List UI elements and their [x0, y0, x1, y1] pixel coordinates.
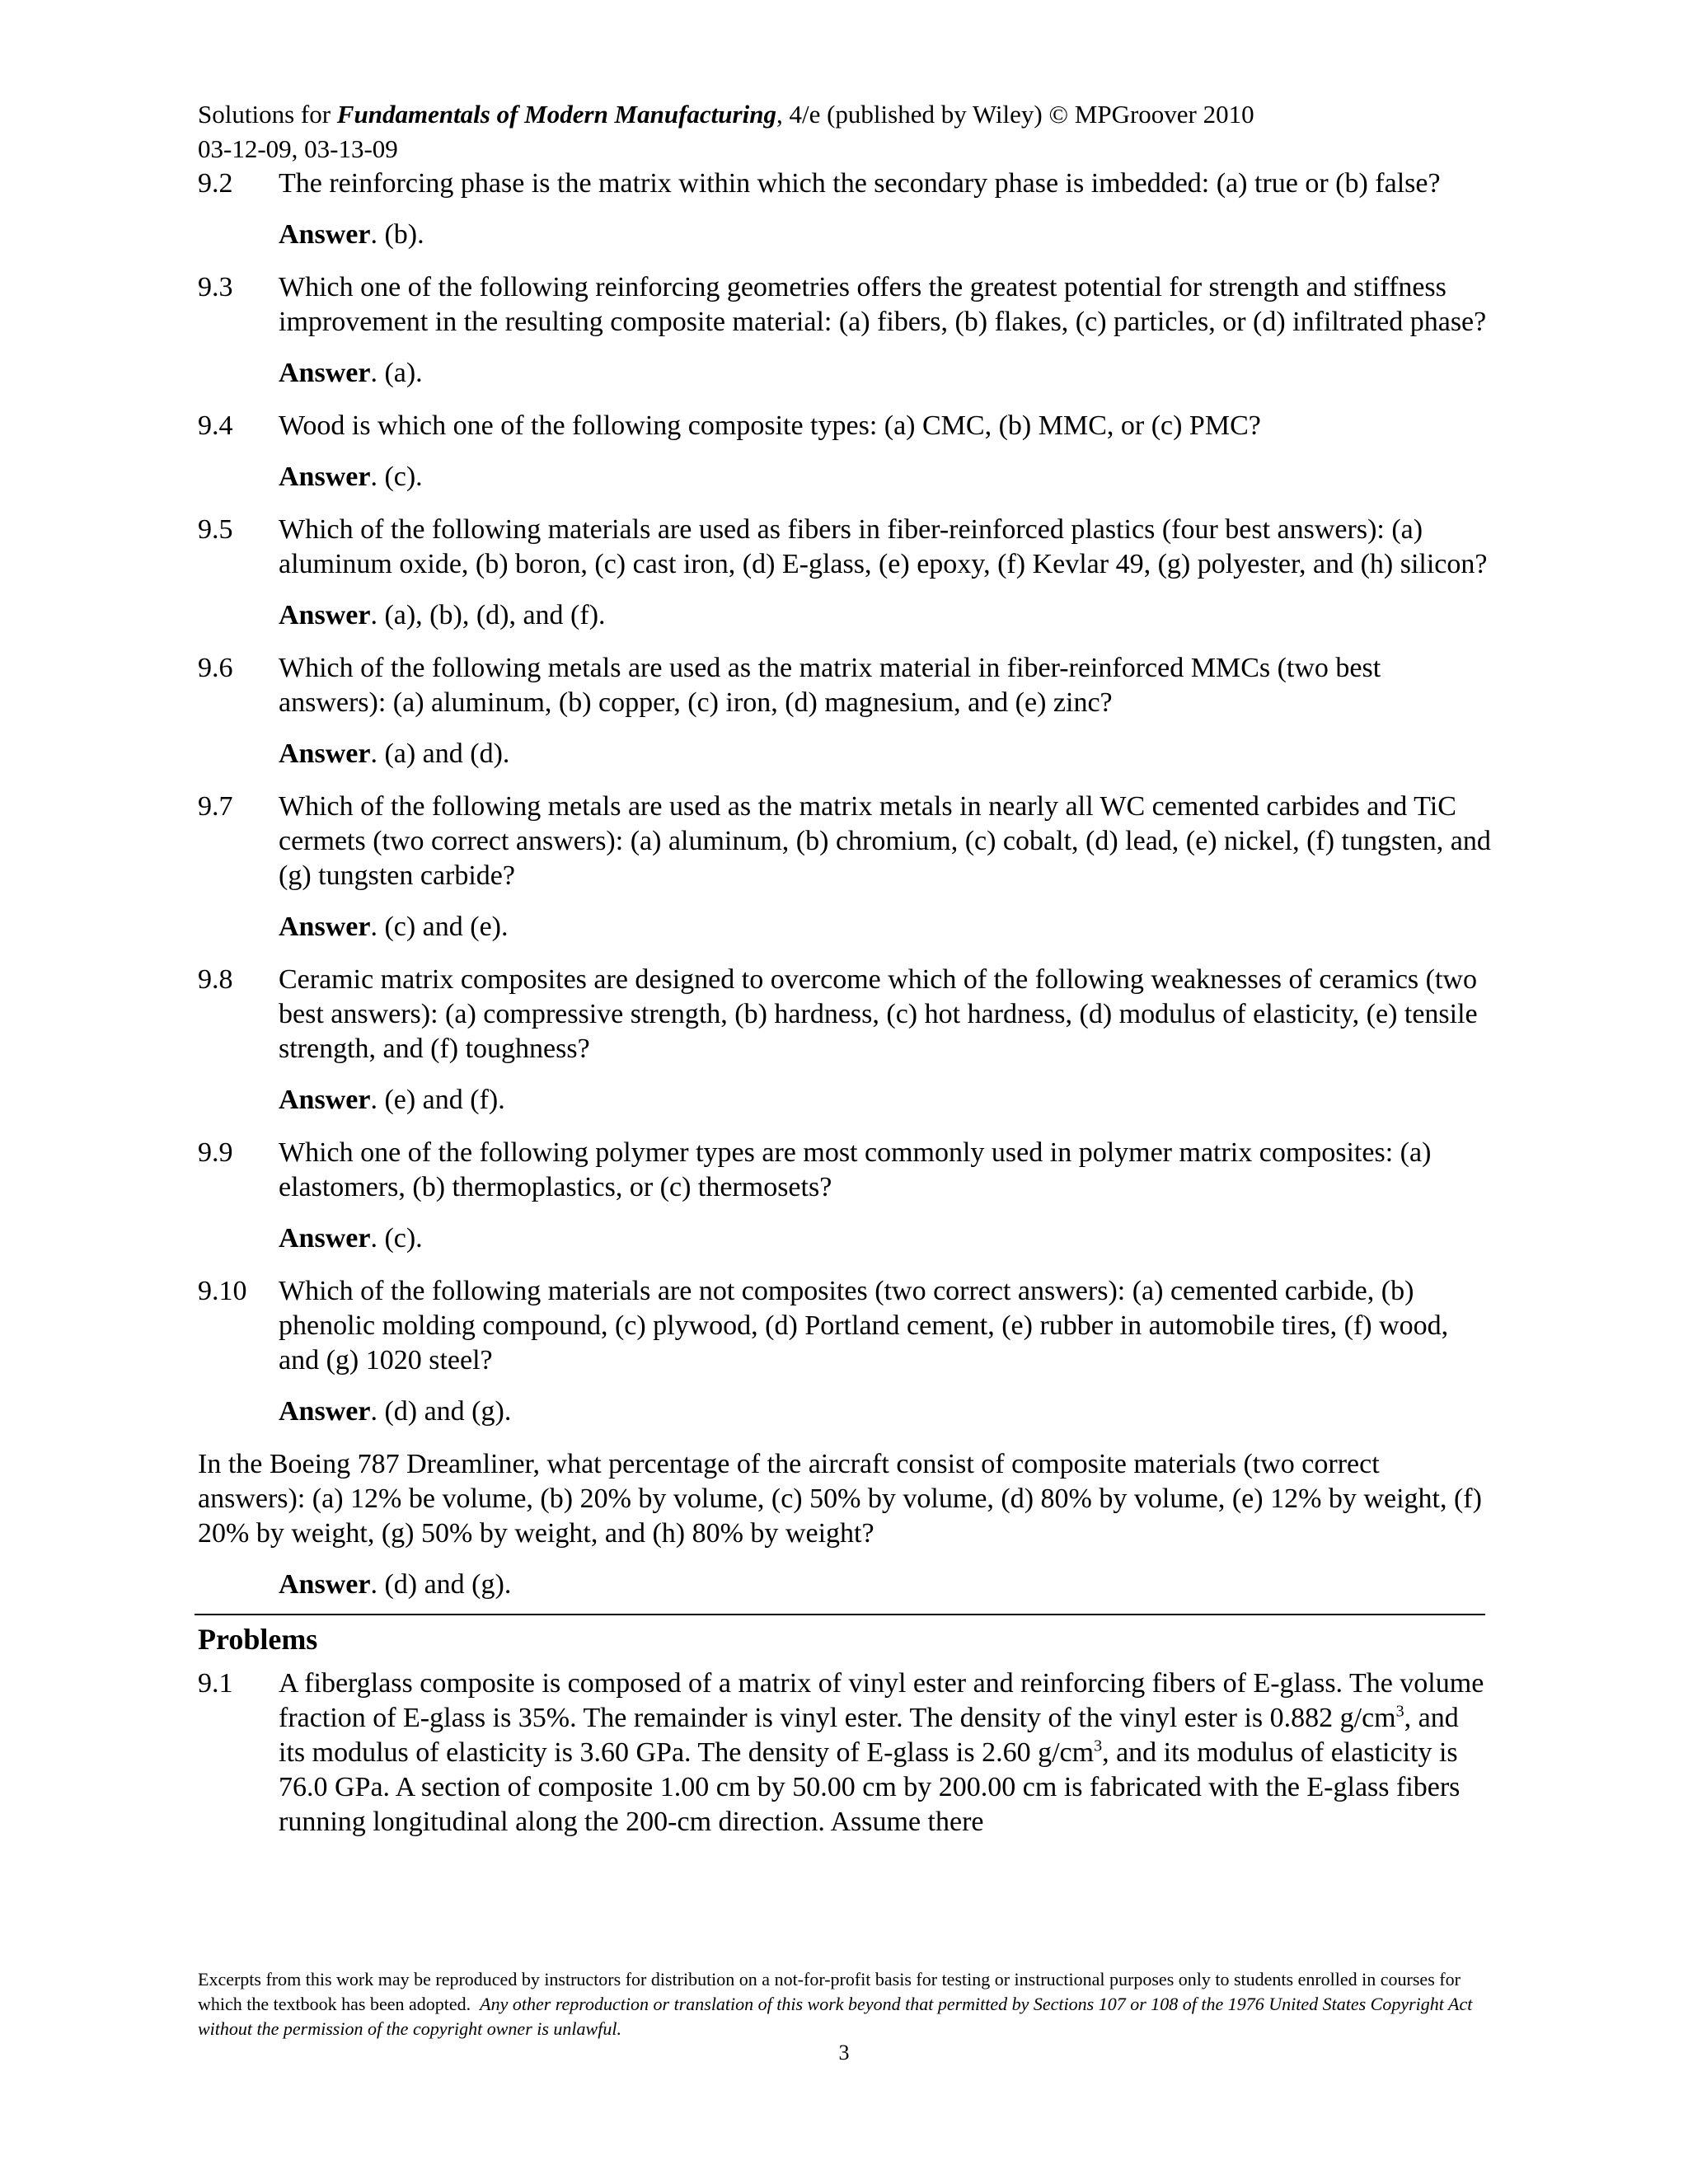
answer-label: Answer	[279, 1569, 371, 1600]
answer-value: . (b).	[370, 219, 424, 250]
answer-value: . (d) and (g).	[370, 1569, 512, 1600]
answer-label: Answer	[279, 358, 371, 388]
answer-value: . (e) and (f).	[370, 1085, 505, 1115]
question-9-5	[198, 513, 1492, 582]
problem-text	[279, 1666, 1492, 1840]
answer-label: Answer	[279, 219, 371, 250]
problem-text-part-3: , and its modulus of elasticity is 76.0 GPa. A section of composite 1.00 cm by 50.00 cm by 200.00 cm is fabricated with the E-glass fibers running longitudinal along the 200-cm direction. Assume there	[279, 1737, 1461, 1837]
header-line-1	[198, 97, 1492, 132]
problem-text-part-2: , and its modulus of elasticity is 3.60 GPa. The density of E-glass is 2.60 g/cm	[279, 1703, 1459, 1768]
answer-value: . (a), (b), (d), and (f).	[370, 600, 606, 630]
document-page	[198, 97, 1492, 1840]
header-prefix: Solutions for	[198, 100, 337, 129]
answer-label: Answer	[279, 738, 371, 769]
question-9-9	[198, 1136, 1492, 1205]
question-number: 9.10	[198, 1276, 247, 1306]
superscript: 3	[1395, 1702, 1404, 1721]
answer-9-3	[198, 356, 1492, 391]
header-line-2: 03-12-09, 03-13-09	[198, 134, 398, 163]
answer-label: Answer	[279, 912, 371, 942]
question-number: 9.8	[198, 964, 233, 995]
answer-boeing-787	[198, 1568, 1492, 1602]
question-text: Ceramic matrix composites are designed to overcome which of the following weaknesses of ceramics (two best answers): (a) compressive strength, (b) hardness, (c) hot hardness, (d) modulus of elasticity, (e) tensile strength, and (f) toughness?	[279, 964, 1478, 1064]
answer-label: Answer	[279, 1085, 371, 1115]
answer-9-7	[198, 910, 1492, 944]
question-number: 9.4	[198, 410, 233, 441]
header-suffix: , 4/e (published by Wiley) © MPGroover 2010	[776, 100, 1254, 129]
question-number: 9.7	[198, 791, 233, 822]
question-text: Which of the following metals are used as the matrix material in fiber-reinforced MMCs (two best answers): (a) aluminum, (b) copper, (c) iron, (d) magnesium, and (e) zinc?	[279, 653, 1381, 718]
question-number: 9.5	[198, 514, 233, 545]
answer-label: Answer	[279, 462, 371, 492]
question-text: Which one of the following reinforcing geometries offers the greatest potential for strength and stiffness improvement in the resulting composite material: (a) fibers, (b) flakes, (c) particles, or (d) infiltrated phase?	[279, 272, 1487, 337]
question-text: Which one of the following polymer types are most commonly used in polymer matrix composites: (a) elastomers, (b) thermoplastics, or (c) thermosets?	[279, 1137, 1432, 1202]
footer-italic-text: Any other reproduction or translation of this work beyond that permitted by Sections 107 or 108 of the 1976 United States Copyright Act without the permission of the copyright owner is unlawful.	[198, 1994, 1473, 2039]
question-text: Which of the following metals are used as the matrix metals in nearly all WC cemented carbides and TiC cermets (two correct answers): (a) aluminum, (b) chromium, (c) cobalt, (d) lead, (e) nickel, (f) tungsten, and (g) tungsten carbide?	[279, 791, 1491, 891]
answer-value: . (a) and (d).	[370, 738, 510, 769]
question-text: Which of the following materials are used as fibers in fiber-reinforced plastics (four best answers): (a) aluminum oxide, (b) boron, (c) cast iron, (d) E-glass, (e) epoxy, (f) Kevlar 49, (g) polyester, and (h) silicon?	[279, 514, 1488, 579]
question-boeing-787: In the Boeing 787 Dreamliner, what percentage of the aircraft consist of composite materials (two correct answers): (a) 12% be volume, (b) 20% by volume, (c) 50% by volume, (d) 80% by volume, (e) 12% by weight, (f) 20% by weight, (g) 50% by weight, and (h) 80% by weight?	[198, 1449, 1482, 1549]
answer-9-5	[198, 598, 1492, 633]
question-9-6	[198, 651, 1492, 720]
question-text: Wood is which one of the following composite types: (a) CMC, (b) MMC, or (c) PMC?	[279, 410, 1261, 441]
answer-9-4	[198, 460, 1492, 494]
answer-9-8	[198, 1083, 1492, 1118]
answer-9-2	[198, 218, 1492, 252]
answer-label: Answer	[279, 1396, 371, 1427]
answer-value: . (c).	[370, 1223, 423, 1254]
question-number: 9.3	[198, 272, 233, 302]
question-9-7	[198, 790, 1492, 893]
answer-label: Answer	[279, 600, 371, 630]
question-number: 9.9	[198, 1137, 233, 1168]
page-number: 3	[838, 2041, 850, 2064]
question-number: 9.6	[198, 653, 233, 683]
question-9-8	[198, 963, 1492, 1066]
answer-value: . (d) and (g).	[370, 1396, 512, 1427]
problem-9-1	[198, 1666, 1492, 1840]
question-9-4	[198, 409, 1492, 443]
answer-9-9	[198, 1221, 1492, 1256]
section-title-problems: Problems	[198, 1623, 318, 1656]
question-number: 9.2	[198, 168, 233, 199]
problem-number: 9.1	[198, 1668, 233, 1699]
copyright-footer	[198, 1967, 1492, 2041]
answer-value: . (c) and (e).	[370, 912, 509, 942]
section-divider	[195, 1614, 1485, 1615]
answer-value: . (a).	[370, 358, 423, 388]
book-title: Fundamentals of Modern Manufacturing	[336, 100, 776, 129]
question-9-10	[198, 1274, 1492, 1378]
question-text: Which of the following materials are not composites (two correct answers): (a) cemented carbide, (b) phenolic molding compound, (c) plywood, (d) Portland cement, (e) rubber in automobile tires, (f) wood, and (g) 1020 steel?	[279, 1276, 1449, 1376]
answer-9-6	[198, 737, 1492, 771]
question-text: The reinforcing phase is the matrix within which the secondary phase is imbedded: (a) true or (b) false?	[279, 168, 1441, 199]
question-9-3	[198, 270, 1492, 340]
answer-value: . (c).	[370, 462, 423, 492]
problem-text-part-1: A fiberglass composite is composed of a matrix of vinyl ester and reinforcing fibers of E-glass. The volume fraction of E-glass is 35%. The remainder is vinyl ester. The density of the vinyl ester is 0.882 g/cm	[279, 1668, 1484, 1733]
answer-9-10	[198, 1394, 1492, 1429]
superscript: 3	[1094, 1736, 1103, 1755]
footer-plain-text: Excerpts from this work may be reproduced by instructors for distribution on a not-for-profit basis for testing or instructional purposes only to students enrolled in courses for which the textbook has been adopted.	[198, 1969, 1461, 2014]
question-9-2	[198, 166, 1492, 201]
answer-label: Answer	[279, 1223, 371, 1254]
